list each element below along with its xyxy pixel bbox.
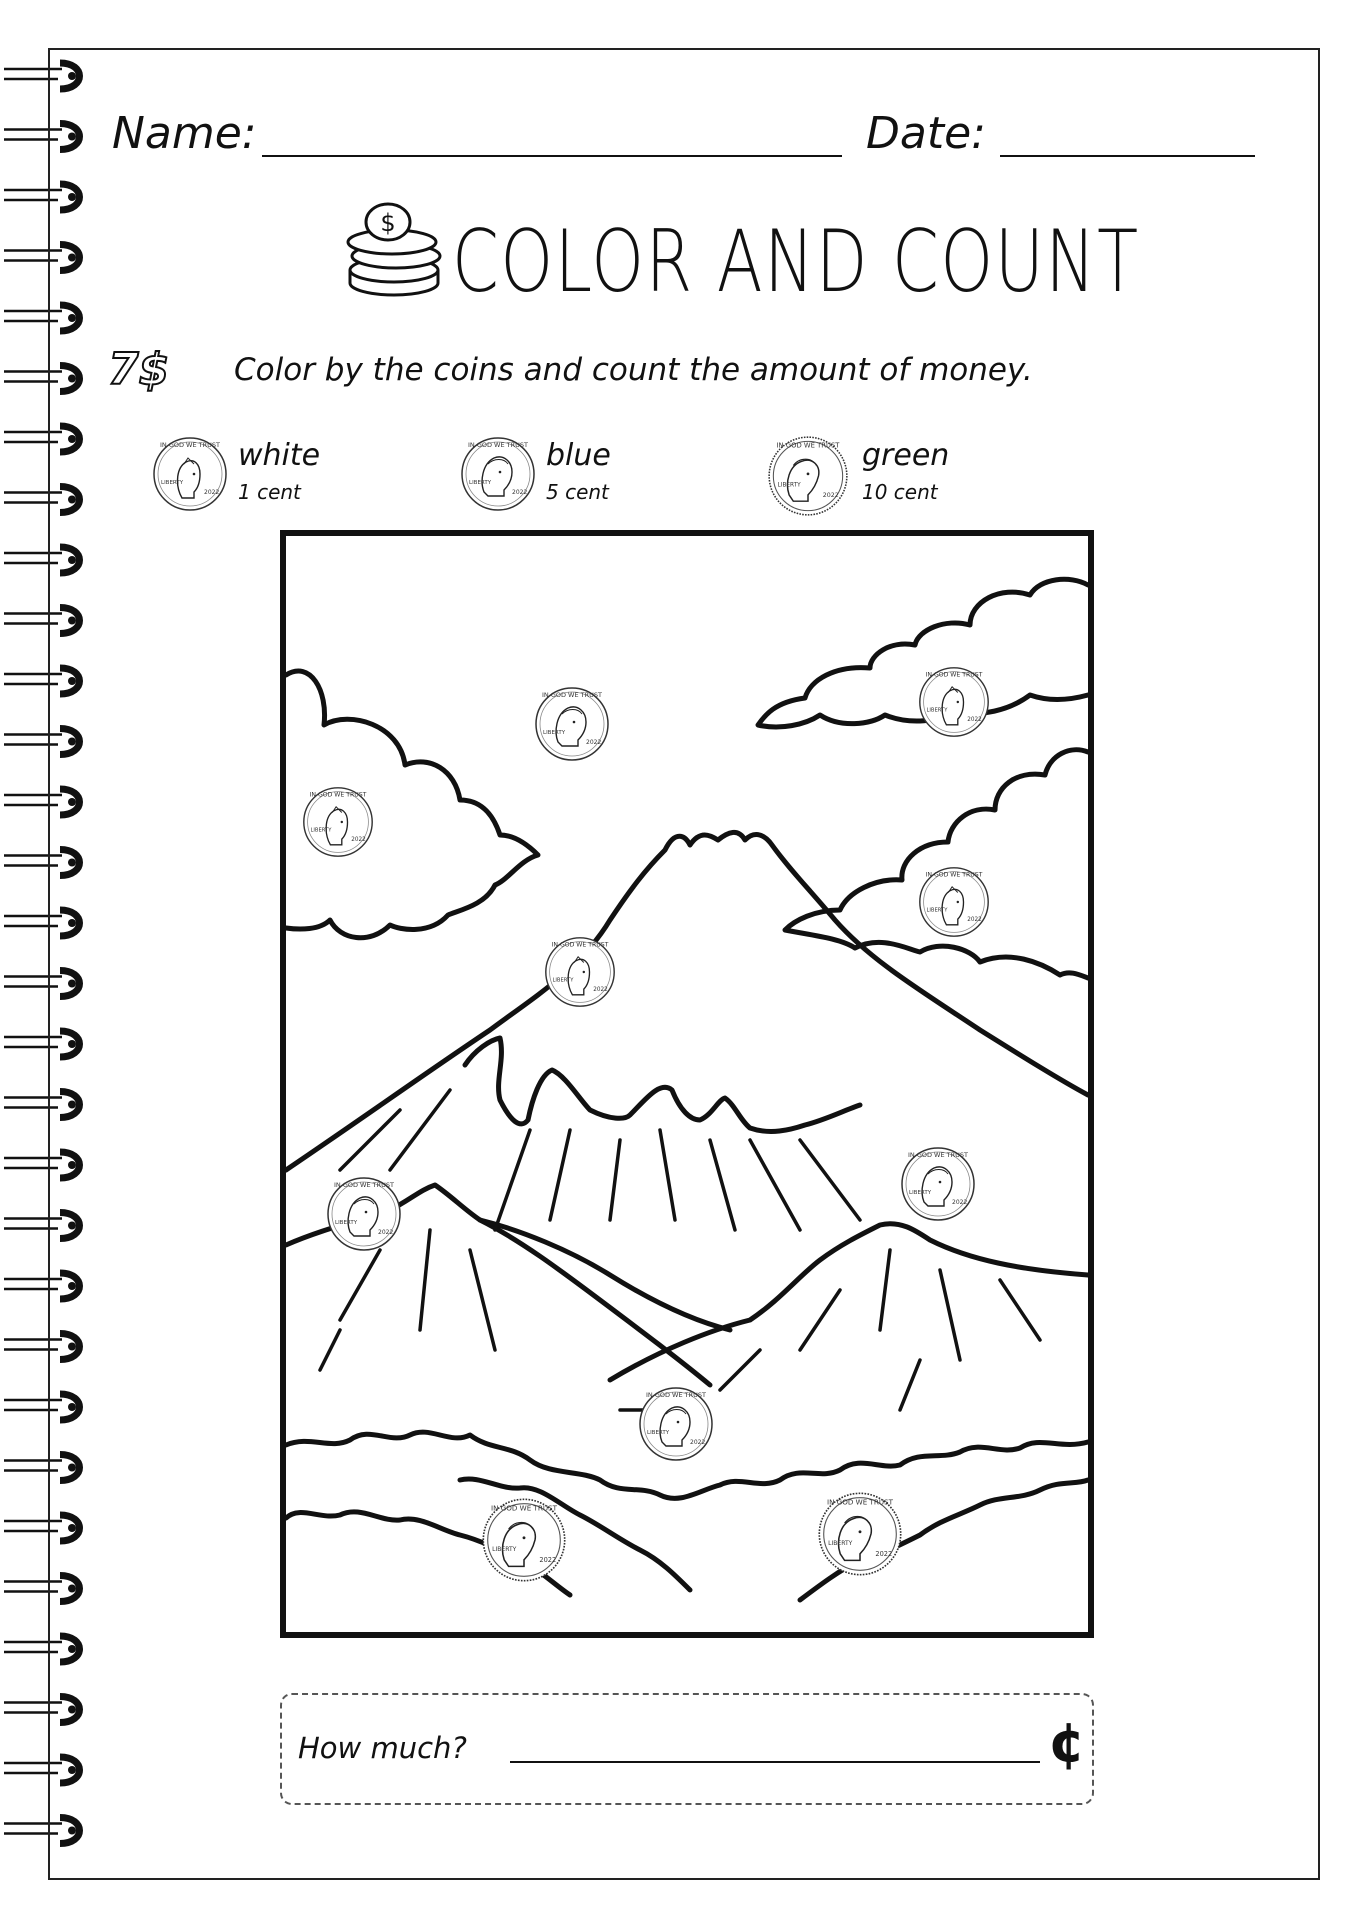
- svg-text:2022: 2022: [378, 1229, 394, 1236]
- task-badge: 7$: [108, 344, 170, 395]
- penny-coin: [546, 938, 614, 1006]
- svg-text:2022: 2022: [952, 1199, 968, 1206]
- svg-text:LIBERTY: LIBERTY: [828, 1540, 853, 1547]
- date-label: Date:: [866, 108, 986, 159]
- svg-text:IN GOD WE TRUST: IN GOD WE TRUST: [907, 1151, 969, 1159]
- svg-text:IN GOD WE TRUST: IN GOD WE TRUST: [467, 441, 529, 449]
- nickel-icon: [458, 434, 538, 514]
- svg-text:2022: 2022: [822, 492, 839, 499]
- legend-item-white: [150, 434, 370, 514]
- answer-field[interactable]: [510, 1761, 1040, 1763]
- nickel-coin: [640, 1388, 712, 1460]
- svg-text:IN GOD WE TRUST: IN GOD WE TRUST: [925, 871, 983, 879]
- svg-text:LIBERTY: LIBERTY: [926, 907, 948, 914]
- svg-text:LIBERTY: LIBERTY: [926, 707, 948, 714]
- cent-sign: ¢: [1048, 1711, 1086, 1774]
- penny-coin: [920, 868, 988, 936]
- svg-text:LIBERTY: LIBERTY: [647, 1430, 670, 1436]
- legend-color-label: white: [238, 438, 321, 473]
- svg-text:LIBERTY: LIBERTY: [777, 482, 801, 489]
- answer-label: How much?: [298, 1731, 467, 1765]
- svg-text:IN GOD WE TRUST: IN GOD WE TRUST: [309, 791, 367, 799]
- name-label: Name:: [112, 108, 257, 159]
- svg-text:IN GOD WE TRUST: IN GOD WE TRUST: [491, 1503, 557, 1513]
- svg-text:LIBERTY: LIBERTY: [552, 977, 574, 984]
- svg-text:2022: 2022: [690, 1439, 706, 1446]
- date-field[interactable]: [1000, 155, 1255, 157]
- legend-color-label: green: [862, 438, 950, 473]
- name-field[interactable]: [262, 155, 842, 157]
- svg-text:LIBERTY: LIBERTY: [909, 1190, 932, 1196]
- svg-text:IN GOD WE TRUST: IN GOD WE TRUST: [541, 691, 603, 699]
- dime-coin: [483, 1499, 564, 1580]
- nickel-coin: [328, 1178, 400, 1250]
- mountain-coloring-picture: [280, 530, 1094, 1638]
- legend-color-label: blue: [546, 438, 611, 473]
- legend-value-label: 1 cent: [238, 480, 301, 504]
- svg-text:IN GOD WE TRUST: IN GOD WE TRUST: [645, 1391, 707, 1399]
- svg-text:LIBERTY: LIBERTY: [161, 480, 184, 486]
- penny-coin: [920, 668, 988, 736]
- svg-text:IN GOD WE TRUST: IN GOD WE TRUST: [159, 441, 221, 449]
- svg-text:LIBERTY: LIBERTY: [543, 730, 566, 736]
- svg-text:$: $: [380, 209, 396, 237]
- legend-item-blue: [458, 434, 678, 514]
- svg-text:IN GOD WE TRUST: IN GOD WE TRUST: [827, 1497, 893, 1507]
- svg-text:IN GOD WE TRUST: IN GOD WE TRUST: [551, 941, 609, 949]
- worksheet-title: COLOR AND COUNT: [452, 212, 1140, 312]
- legend-item-green: [766, 434, 986, 514]
- coin-stack-icon: [344, 200, 444, 300]
- svg-text:IN GOD WE TRUST: IN GOD WE TRUST: [776, 441, 840, 450]
- dime-coin: [819, 1493, 900, 1574]
- svg-text:2022: 2022: [875, 1550, 893, 1558]
- svg-text:LIBERTY: LIBERTY: [469, 480, 492, 486]
- svg-text:2022: 2022: [351, 837, 366, 843]
- legend-value-label: 10 cent: [862, 480, 938, 504]
- penny-coin: [304, 788, 372, 856]
- nickel-coin: [536, 688, 608, 760]
- answer-box: [280, 1693, 1094, 1805]
- penny-icon: [150, 434, 230, 514]
- nickel-coin: [902, 1148, 974, 1220]
- svg-text:LIBERTY: LIBERTY: [335, 1220, 358, 1226]
- svg-text:IN GOD WE TRUST: IN GOD WE TRUST: [333, 1181, 395, 1189]
- svg-text:2022: 2022: [204, 489, 220, 496]
- svg-text:2022: 2022: [512, 489, 528, 496]
- svg-text:2022: 2022: [593, 987, 608, 993]
- dime-icon: [766, 434, 850, 518]
- svg-text:2022: 2022: [586, 739, 602, 746]
- svg-text:IN GOD WE TRUST: IN GOD WE TRUST: [925, 671, 983, 679]
- svg-text:2022: 2022: [967, 717, 982, 723]
- svg-text:2022: 2022: [967, 917, 982, 923]
- legend-value-label: 5 cent: [546, 480, 609, 504]
- instruction-text: Color by the coins and count the amount of money.: [234, 352, 1033, 388]
- svg-text:2022: 2022: [539, 1556, 557, 1564]
- svg-text:LIBERTY: LIBERTY: [310, 827, 332, 834]
- svg-text:LIBERTY: LIBERTY: [492, 1546, 517, 1553]
